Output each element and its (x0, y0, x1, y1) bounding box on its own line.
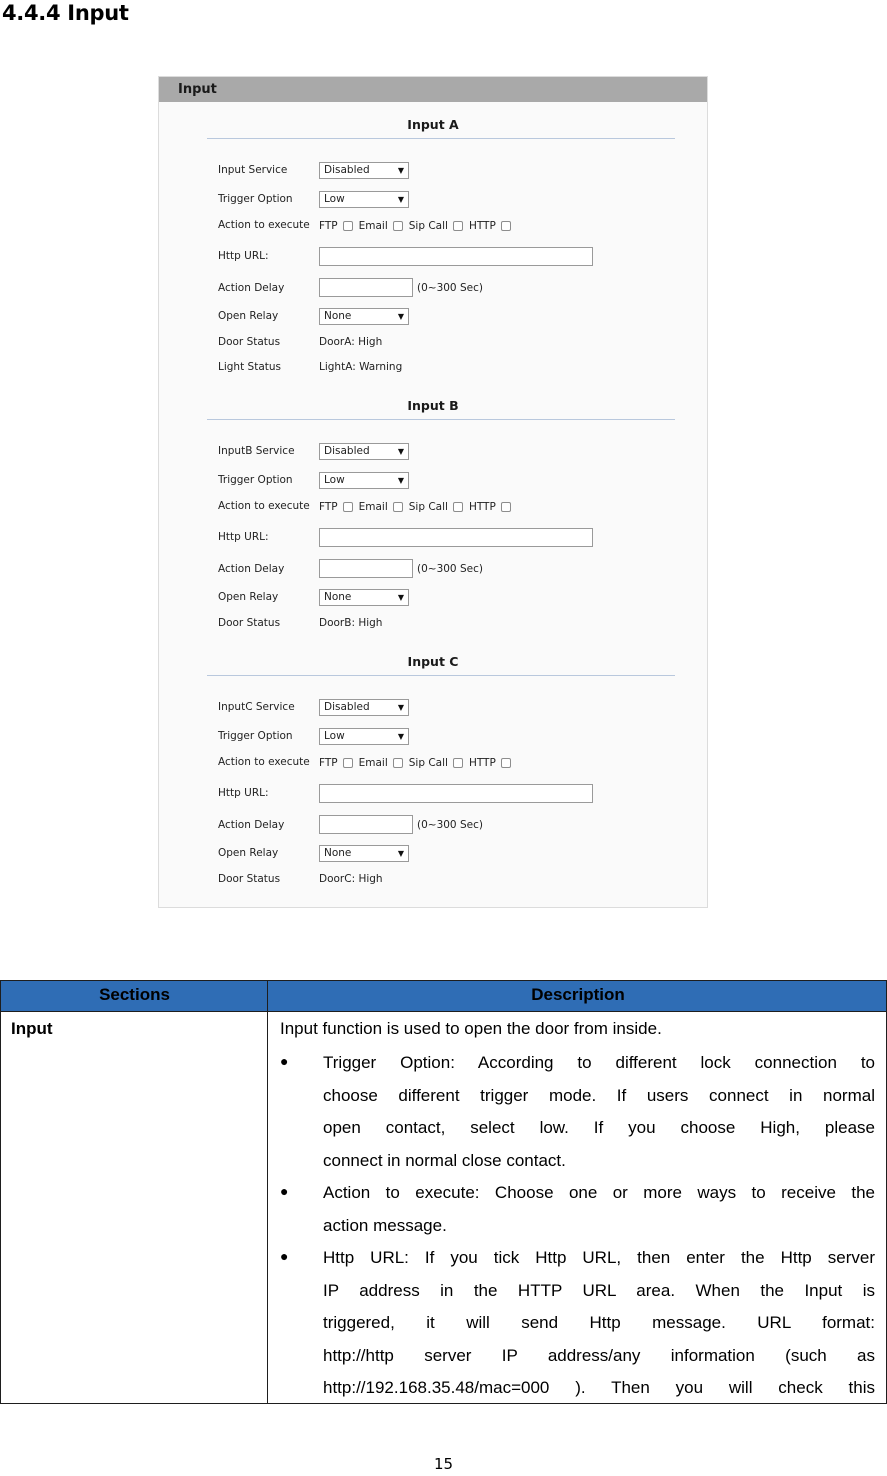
action-option-label: Sip Call (408, 757, 448, 769)
http-url-label: Http URL: (218, 531, 269, 543)
service-label: InputC Service (218, 701, 295, 713)
trigger-value: Low (324, 474, 345, 486)
trigger-label: Trigger Option (218, 730, 293, 742)
http-url-label: Http URL: (218, 250, 269, 262)
action-checkbox[interactable] (501, 758, 511, 768)
action-option-label: Email (358, 501, 388, 513)
relay-label: Open Relay (218, 847, 279, 859)
action-checkbox[interactable] (453, 221, 463, 231)
action-option (409, 501, 463, 513)
action-option (469, 501, 511, 513)
delay-label: Action Delay (218, 563, 285, 575)
bullet-line: IP address in the HTTP URL area. When the Input is (323, 1280, 875, 1300)
page-number: 15 (433, 1455, 454, 1473)
delay-label: Action Delay (218, 819, 285, 831)
table-header (0, 980, 887, 1012)
service-select[interactable] (319, 162, 409, 179)
chevron-down-icon: ▼ (397, 195, 404, 204)
chevron-down-icon: ▼ (397, 849, 404, 858)
section-divider (207, 419, 675, 420)
header-description: Description (531, 985, 625, 1004)
relay-value: None (324, 591, 352, 603)
delay-hint: (0~300 Sec) (417, 819, 483, 831)
action-option-label: FTP (319, 220, 338, 232)
action-option-label: HTTP (468, 501, 496, 513)
trigger-select[interactable] (319, 472, 409, 489)
door-status-label: Door Status (218, 336, 281, 348)
door-status-value: DoorC: High (319, 873, 383, 885)
relay-label: Open Relay (218, 591, 279, 603)
action-option (409, 220, 463, 232)
service-label: InputB Service (218, 445, 295, 457)
door-status-label: Door Status (218, 873, 281, 885)
delay-label: Action Delay (218, 282, 285, 294)
http-url-input[interactable] (319, 784, 593, 803)
action-option (359, 220, 403, 232)
trigger-value: Low (324, 193, 345, 205)
door-status-label: Door Status (218, 617, 281, 629)
trigger-value: Low (324, 730, 345, 742)
action-option (319, 501, 353, 513)
service-select[interactable] (319, 699, 409, 716)
bullet-line: http://192.168.35.48/mac=000 ). Then you will check this (323, 1378, 875, 1397)
delay-hint: (0~300 Sec) (417, 563, 483, 575)
relay-select[interactable] (319, 589, 409, 606)
light-status-label: Light Status (218, 361, 281, 373)
bullet-line: http://http server IP address/any information (such as (323, 1345, 875, 1365)
service-select[interactable] (319, 443, 409, 460)
relay-label: Open Relay (218, 310, 279, 322)
action-checkbox[interactable] (343, 221, 353, 231)
chevron-down-icon: ▼ (397, 166, 404, 175)
action-checkbox[interactable] (393, 221, 403, 231)
input-settings-screenshot (158, 76, 708, 908)
action-option-label: Sip Call (408, 220, 448, 232)
section-cell: Input (11, 1019, 53, 1038)
service-value: Disabled (324, 445, 370, 457)
chevron-down-icon: ▼ (397, 312, 404, 321)
door-status-value: DoorA: High (319, 336, 383, 348)
panel-title: Input (178, 82, 217, 97)
bullet-line: Http URL: If you tick Http URL, then enter the Http server (323, 1248, 875, 1267)
action-label: Action to execute (218, 500, 310, 512)
action-option (469, 220, 511, 232)
bullet-icon: ● (280, 1183, 289, 1199)
action-checkbox[interactable] (501, 221, 511, 231)
action-checkbox[interactable] (393, 758, 403, 768)
action-checkbox[interactable] (343, 502, 353, 512)
panel-header (159, 77, 707, 102)
delay-input[interactable] (319, 815, 413, 834)
action-options (319, 757, 517, 769)
bullet-line: triggered, it will send Http message. URL format: (323, 1313, 875, 1332)
action-option-label: Sip Call (408, 501, 448, 513)
bullet-icon: ● (280, 1053, 289, 1069)
action-option (359, 501, 403, 513)
action-option-label: HTTP (468, 757, 496, 769)
table-column-divider (267, 980, 268, 1404)
http-url-input[interactable] (319, 247, 593, 266)
action-checkbox[interactable] (501, 502, 511, 512)
service-value: Disabled (324, 701, 370, 713)
action-option (409, 757, 463, 769)
trigger-label: Trigger Option (218, 474, 293, 486)
bullet-line: action message. (323, 1215, 447, 1235)
trigger-label: Trigger Option (218, 193, 293, 205)
action-option-label: FTP (319, 757, 338, 769)
action-checkbox[interactable] (393, 502, 403, 512)
chevron-down-icon: ▼ (397, 703, 404, 712)
action-option-label: Email (358, 757, 388, 769)
chevron-down-icon: ▼ (397, 447, 404, 456)
delay-hint: (0~300 Sec) (417, 282, 483, 294)
action-label: Action to execute (218, 756, 310, 768)
section-divider (207, 138, 675, 139)
trigger-select[interactable] (319, 191, 409, 208)
description-intro: Input function is used to open the door from inside. (280, 1019, 662, 1038)
service-label: Input Service (218, 164, 288, 176)
action-label: Action to execute (218, 219, 310, 231)
delay-input[interactable] (319, 278, 413, 297)
delay-input[interactable] (319, 559, 413, 578)
relay-value: None (324, 847, 352, 859)
section-title: Input C (407, 654, 459, 669)
action-checkbox[interactable] (453, 502, 463, 512)
action-checkbox[interactable] (343, 758, 353, 768)
chevron-down-icon: ▼ (397, 593, 404, 602)
action-option (469, 757, 511, 769)
chevron-down-icon: ▼ (397, 732, 404, 741)
bullet-line: Trigger Option: According to different lock connection to (323, 1053, 875, 1072)
chevron-down-icon: ▼ (397, 476, 404, 485)
action-option-label: FTP (319, 501, 338, 513)
action-option (319, 220, 353, 232)
bullet-line: choose different trigger mode. If users connect in normal (323, 1085, 875, 1105)
section-title: Input B (407, 398, 459, 413)
relay-value: None (324, 310, 352, 322)
http-url-label: Http URL: (218, 787, 269, 799)
header-sections: Sections (99, 985, 170, 1004)
action-options (319, 220, 517, 232)
bullet-icon: ● (280, 1248, 289, 1264)
bullet-line: Action to execute: Choose one or more ways to receive the (323, 1183, 875, 1202)
trigger-select[interactable] (319, 728, 409, 745)
section-title: Input A (407, 117, 459, 132)
section-divider (207, 675, 675, 676)
door-status-value: DoorB: High (319, 617, 383, 629)
action-checkbox[interactable] (453, 758, 463, 768)
action-option-label: HTTP (468, 220, 496, 232)
action-option (319, 757, 353, 769)
service-value: Disabled (324, 164, 370, 176)
action-options (319, 501, 517, 513)
action-option (359, 757, 403, 769)
relay-select[interactable] (319, 845, 409, 862)
bullet-line: open contact, select low. If you choose High, please (323, 1118, 875, 1137)
http-url-input[interactable] (319, 528, 593, 547)
light-status-value: LightA: Warning (319, 361, 403, 373)
relay-select[interactable] (319, 308, 409, 325)
bullet-line: connect in normal close contact. (323, 1150, 566, 1170)
section-heading: 4.4.4 Input (2, 1, 129, 25)
action-option-label: Email (358, 220, 388, 232)
